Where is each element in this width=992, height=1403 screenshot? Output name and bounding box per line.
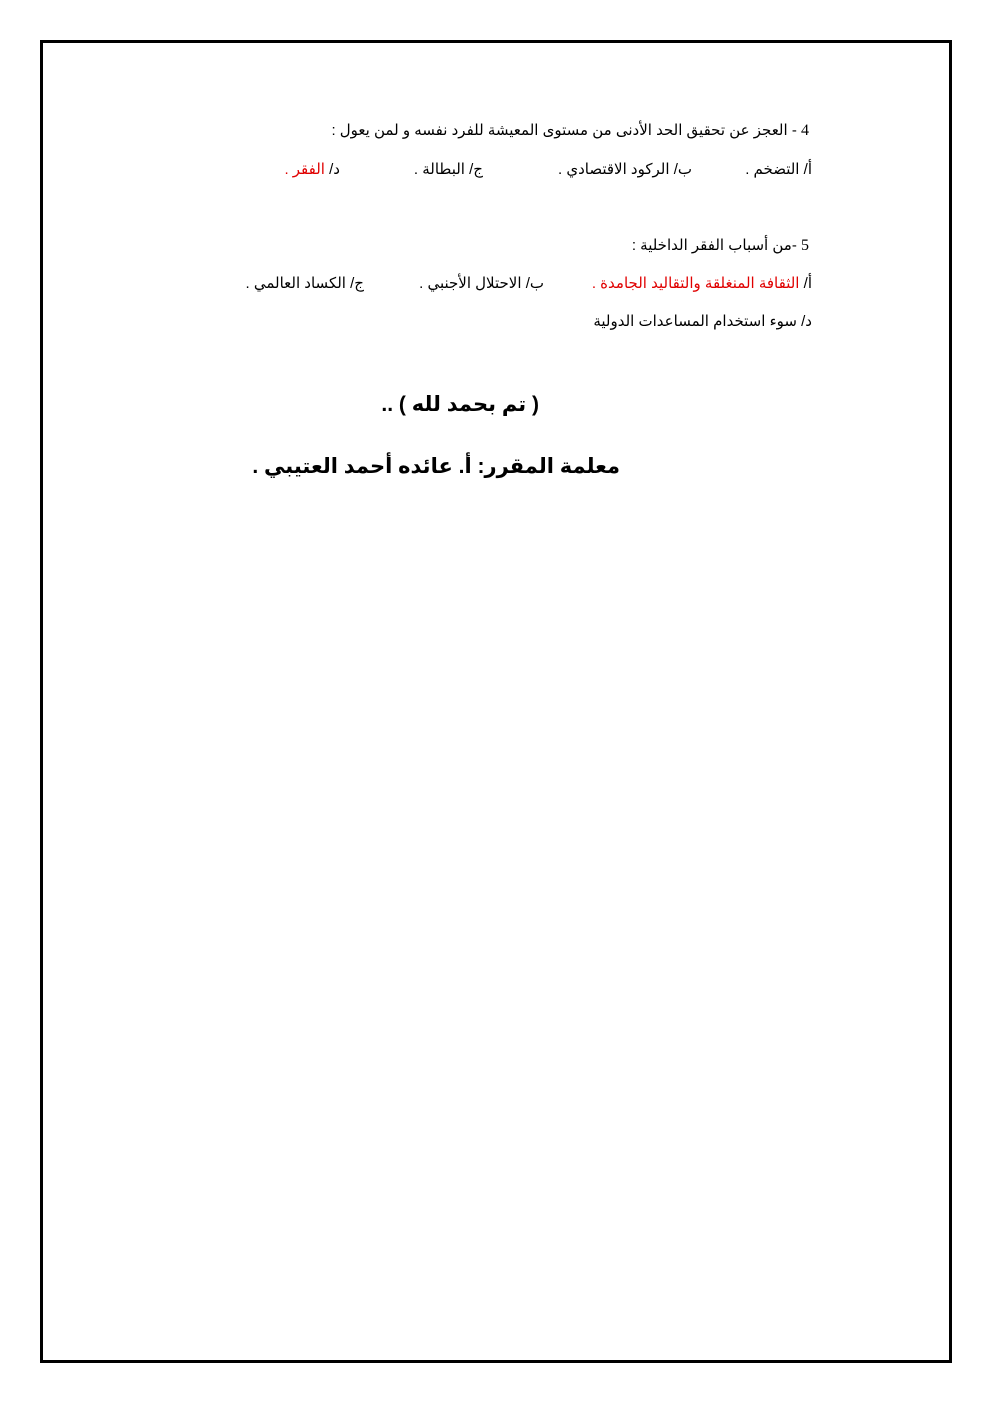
- option-prefix: د/: [329, 161, 340, 178]
- question-4-option-b: [558, 160, 692, 180]
- question-5-option-c: [246, 274, 364, 294]
- option-text: الكساد العالمي .: [245, 275, 346, 292]
- question-4-option-d: [284, 160, 340, 180]
- option-text-correct: الفقر .: [284, 161, 325, 178]
- option-text: البطالة .: [413, 161, 465, 178]
- option-text: التضخم .: [745, 161, 800, 178]
- option-prefix: ب/: [673, 161, 692, 178]
- option-text-correct: الثقافة المنغلقة والتقاليد الجامدة .: [591, 275, 800, 292]
- question-4-option-c: [414, 160, 483, 180]
- question-5-option-a: [592, 274, 812, 294]
- option-prefix: د/: [801, 313, 812, 330]
- option-text: سوء استخدام المساعدات الدولية: [593, 313, 797, 330]
- question-5-number: 5: [801, 237, 809, 254]
- option-text: الركود الاقتصادي .: [558, 161, 670, 178]
- question-4-text: - العجز عن تحقيق الحد الأدنى من مستوى المعيشة للفرد نفسه و لمن يعول :: [331, 122, 797, 139]
- question-5-text: -من أسباب الفقر الداخلية :: [631, 237, 797, 254]
- option-prefix: ج/: [469, 161, 483, 178]
- option-prefix: أ/: [803, 161, 812, 178]
- option-prefix: أ/: [803, 275, 812, 292]
- teacher-signature-text: معلمة المقرر: أ. عائده أحمد العتيبي .: [252, 455, 620, 478]
- question-5-option-b: [419, 274, 544, 294]
- option-prefix: ج/: [350, 275, 364, 292]
- option-prefix: ب/: [525, 275, 544, 292]
- question-5: [632, 236, 809, 256]
- question-4-number: 4: [801, 122, 809, 139]
- closing-done-text: ( تم بحمد لله ) ..: [381, 393, 539, 416]
- question-4-option-a: [745, 160, 812, 180]
- page-border: [40, 40, 952, 1363]
- option-text: الاحتلال الأجنبي .: [419, 275, 522, 292]
- question-4: [331, 121, 809, 141]
- question-5-option-d: [593, 312, 812, 332]
